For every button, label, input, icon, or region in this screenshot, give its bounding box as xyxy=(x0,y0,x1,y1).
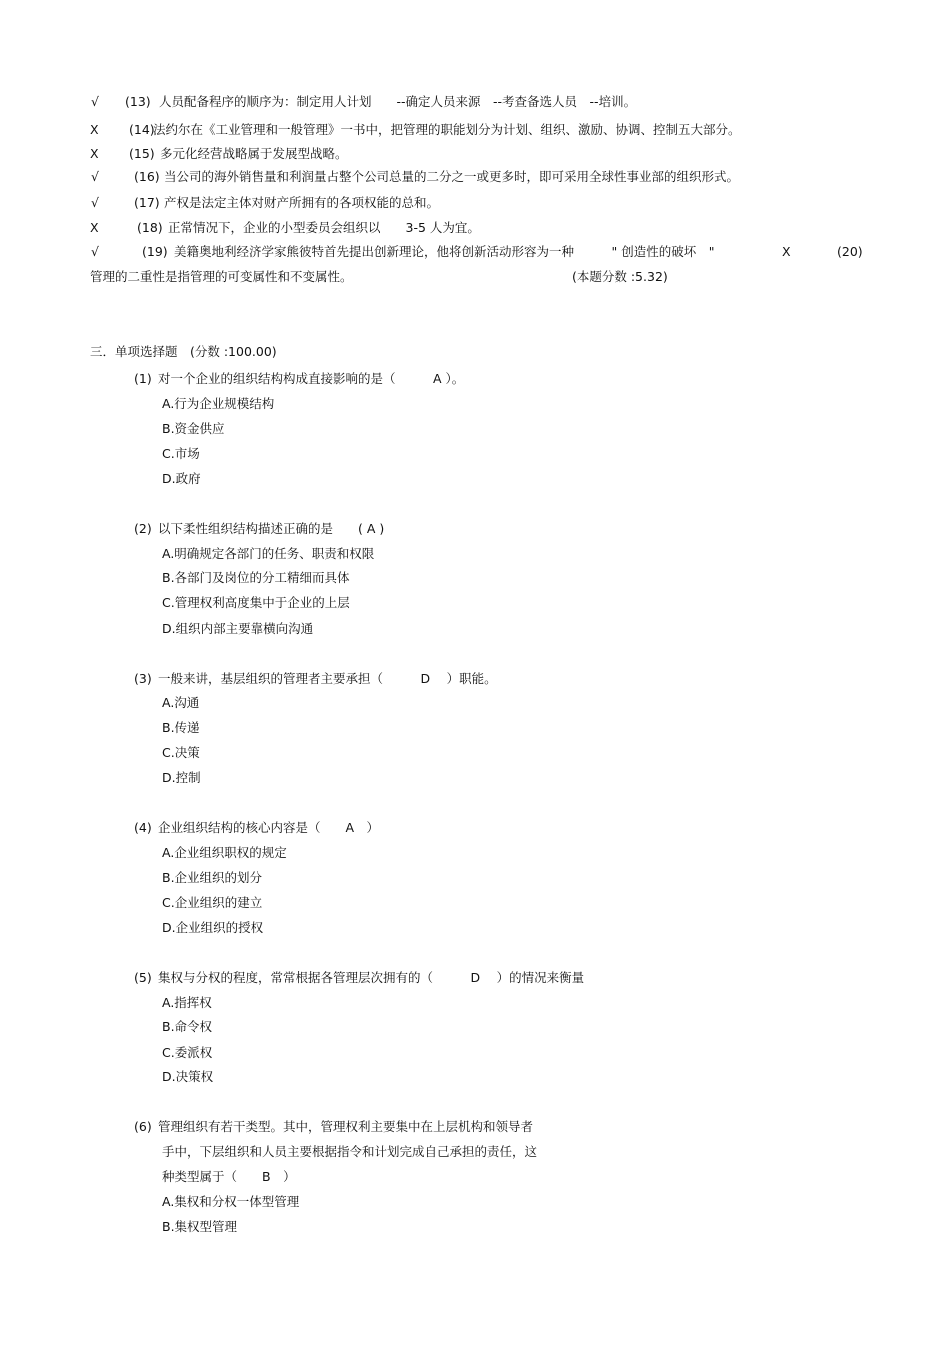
option-c[interactable]: C.市场 xyxy=(162,446,200,461)
option-c[interactable]: C.企业组织的建立 xyxy=(162,895,263,910)
option-b[interactable]: B.资金供应 xyxy=(162,421,225,436)
option-b[interactable]: B.命令权 xyxy=(162,1019,213,1034)
judgment-number: (19) xyxy=(142,244,168,259)
option-b[interactable]: B.集权型管理 xyxy=(162,1219,238,1234)
judgment-number: (13) xyxy=(125,94,151,109)
question-stem: 对一个企业的组织结构构成直接影响的是（ A ）。 xyxy=(158,371,465,386)
option-d[interactable]: D.决策权 xyxy=(162,1069,214,1084)
option-a[interactable]: A.明确规定各部门的任务、职责和权限 xyxy=(162,546,375,561)
section-score: (本题分数 :5.32) xyxy=(572,269,668,284)
judgment-text: 正常情况下，企业的小型委员会组织以 3-5 人为宜。 xyxy=(168,220,480,235)
judgment-text: 人员配备程序的顺序为：制定用人计划 --确定人员来源 --考查备选人员 --培训。 xyxy=(159,94,637,109)
option-c[interactable]: C.决策 xyxy=(162,745,200,760)
judgment-number: (16) xyxy=(134,169,160,184)
question-number: (6) xyxy=(134,1119,152,1134)
judgment-mark: √ xyxy=(91,244,99,259)
option-a[interactable]: A.企业组织职权的规定 xyxy=(162,845,287,860)
question-stem: 以下柔性组织结构描述正确的是 ( A ) xyxy=(158,521,385,536)
judgment-mark: X xyxy=(90,122,99,137)
judgment-text: 法约尔在《工业管理和一般管理》一书中，把管理的职能划分为计划、组织、激励、协调、控制五大部分。 xyxy=(153,122,741,137)
judgment-number: (14) xyxy=(129,122,155,137)
judgment-text: 美籍奥地利经济学家熊彼特首先提出创新理论，他将创新活动形容为一种 " 创造性的破坏 " xyxy=(174,244,715,259)
option-a[interactable]: A.指挥权 xyxy=(162,995,212,1010)
judgment-text: 产权是法定主体对财产所拥有的各项权能的总和。 xyxy=(164,195,440,210)
question-number: (1) xyxy=(134,371,152,386)
question-stem: 一般来讲，基层组织的管理者主要承担（ D ）职能。 xyxy=(158,671,497,686)
option-c[interactable]: C.委派权 xyxy=(162,1045,213,1060)
option-d[interactable]: D.组织内部主要靠横向沟通 xyxy=(162,621,314,636)
option-c[interactable]: C.管理权利高度集中于企业的上层 xyxy=(162,595,350,610)
judgment-number: (18) xyxy=(137,220,163,235)
question-number: (2) xyxy=(134,521,152,536)
option-b[interactable]: B.各部门及岗位的分工精细而具体 xyxy=(162,570,350,585)
judgment-mark: X xyxy=(90,146,99,161)
question-stem: 集权与分权的程度，常常根据各管理层次拥有的（ D ）的情况来衡量 xyxy=(158,970,585,985)
judgment-mark: X xyxy=(90,220,99,235)
option-a[interactable]: A.沟通 xyxy=(162,695,200,710)
option-d[interactable]: D.控制 xyxy=(162,770,201,785)
question-stem-line-2: 手中，下层组织和人员主要根据指令和计划完成自己承担的责任，这 xyxy=(162,1144,538,1159)
question-number: (4) xyxy=(134,820,152,835)
judgment-number: (17) xyxy=(134,195,160,210)
question-stem-line-3: 种类型属于（ B ） xyxy=(162,1169,296,1184)
option-b[interactable]: B.企业组织的划分 xyxy=(162,870,263,885)
judgment-number: (15) xyxy=(129,146,155,161)
judgment-mark: √ xyxy=(91,169,99,184)
option-a[interactable]: A.集权和分权一体型管理 xyxy=(162,1194,300,1209)
judgment-mark: √ xyxy=(91,195,99,210)
option-a[interactable]: A.行为企业规模结构 xyxy=(162,396,275,411)
judgment-mark: √ xyxy=(91,94,99,109)
question-number: (3) xyxy=(134,671,152,686)
option-d[interactable]: D.政府 xyxy=(162,471,201,486)
option-d[interactable]: D.企业组织的授权 xyxy=(162,920,264,935)
question-stem: 企业组织结构的核心内容是（ A ） xyxy=(158,820,380,835)
judgment-mark: X xyxy=(782,244,791,259)
question-number: (5) xyxy=(134,970,152,985)
judgment-text: 多元化经营战略属于发展型战略。 xyxy=(160,146,348,161)
question-stem-line-1: 管理组织有若干类型。其中，管理权利主要集中在上层机构和领导者 xyxy=(158,1119,534,1134)
option-b[interactable]: B.传递 xyxy=(162,720,200,735)
judgment-text: 当公司的海外销售量和利润量占整个公司总量的二分之一或更多时，即可采用全球性事业部的组织形式。 xyxy=(164,169,740,184)
judgment-number: (20) xyxy=(837,244,863,259)
section-title: 三．单项选择题 (分数 :100.00) xyxy=(90,344,277,359)
judgment-text: 管理的二重性是指管理的可变属性和不变属性。 xyxy=(90,269,353,284)
